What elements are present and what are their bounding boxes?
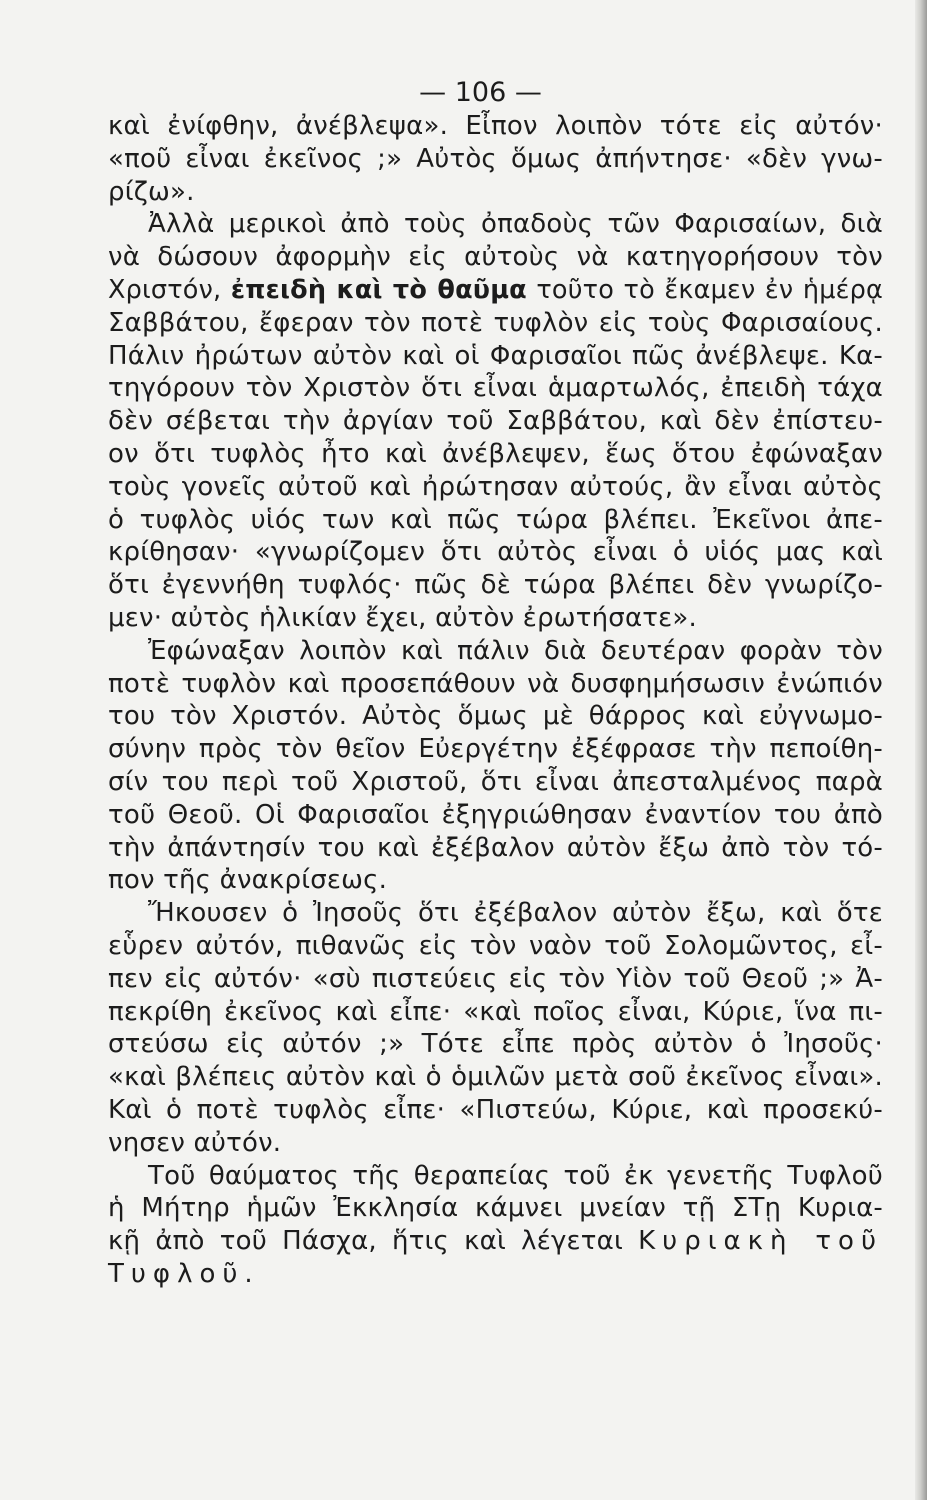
text-line: πεν εἰς αὐτόν· «σὺ πιστεύεις εἰς τὸν Υἱὸν τοῦ Θεοῦ ;» Ἀ- xyxy=(108,963,883,994)
text-line: νησεν αὐτόν. xyxy=(108,1127,282,1158)
text-line: νὰ δώσουν ἀφορμὴν εἰς αὐτοὺς νὰ κατηγορήσουν τὸν xyxy=(108,242,883,273)
text-line: σύνην πρὸς τὸν θεῖον Εὐεργέτην ἐξέφρασε τὴν πεποίθη- xyxy=(108,734,883,765)
text-line: καὶ ἐνίφθην, ἀνέβλεψα». Εἶπον λοιπὸν τότε εἰς αὐτόν· xyxy=(108,111,883,141)
text-line: εὗρεν αὐτόν, πιθανῶς εἰς τὸν ναὸν τοῦ Σολομῶντος, εἶ- xyxy=(108,930,883,961)
page-number: — 106 — xyxy=(419,77,542,108)
text-line: «ποῦ εἶναι ἐκεῖνος ;» Αὐτὸς ὅμως ἀπήντησε· «δὲν γνω- xyxy=(108,143,883,174)
text-line: Ἐφώναξαν λοιπὸν καὶ πάλιν διὰ δευτέραν φορὰν τὸν xyxy=(148,635,883,666)
text-line: ὁ τυφλὸς υἱός των καὶ πῶς τώρα βλέπει. Ἐκεῖνοι ἀπε- xyxy=(108,504,883,535)
text-line: Καὶ ὁ ποτὲ τυφλὸς εἶπε· «Πιστεύω, Κύριε, καὶ προσεκύ- xyxy=(108,1094,883,1125)
text-line xyxy=(108,1258,883,1291)
text-line: στεύσω εἰς αὐτόν ;» Τότε εἶπε πρὸς αὐτὸν ὁ Ἰησοῦς· xyxy=(108,1029,883,1060)
text-line: κρίθησαν· «γνωρίζομεν ὅτι αὐτὸς εἶναι ὁ υἱός μας καὶ xyxy=(108,537,883,568)
spaced-text-segment: Κυριακὴ τοῦ xyxy=(638,1226,883,1257)
text-segment: Χριστόν, xyxy=(108,274,231,305)
text-line: Σαββάτου, ἔφεραν τὸν ποτὲ τυφλὸν εἰς τοὺς Φαρισαίους. xyxy=(108,307,883,338)
text-line: τοῦ Θεοῦ. Οἱ Φαρισαῖοι ἐξηγριώθησαν ἐναντίον του ἀπὸ xyxy=(108,799,883,830)
text-line: ρίζω». xyxy=(108,176,195,207)
text-line: δὲν σέβεται τὴν ἀργίαν τοῦ Σαββάτου, καὶ δὲν ἐπίστευ- xyxy=(108,406,883,437)
text-line xyxy=(108,1225,883,1258)
text-line: σίν του περὶ τοῦ Χριστοῦ, ὅτι εἶναι ἀπεσταλμένος παρὰ xyxy=(108,766,883,797)
text-line: μεν· αὐτὸς ἡλικίαν ἔχει, αὐτὸν ἐρωτήσατε». xyxy=(108,602,697,633)
text-line: Πάλιν ἠρώτων αὐτὸν καὶ οἱ Φαρισαῖοι πῶς ἀνέβλεψε. Κα- xyxy=(108,340,883,371)
text-line: Ἤκουσεν ὁ Ἰησοῦς ὅτι ἐξέβαλον αὐτὸν ἔξω, καὶ ὅτε xyxy=(148,898,883,929)
text-line: τηγόρουν τὸν Χριστὸν ὅτι εἶναι ἁμαρτωλός, ἐπειδὴ τάχα xyxy=(108,373,883,404)
text-line: πεκρίθη ἐκεῖνος καὶ εἶπε· «καὶ ποῖος εἶναι, Κύριε, ἵνα πι- xyxy=(108,996,883,1027)
spaced-text-segment: Τυφλοῦ. xyxy=(108,1258,260,1289)
bold-text-segment: ἐπειδὴ καὶ τὸ θαῦμα xyxy=(230,274,527,305)
text-line: Ἀλλὰ μερικοὶ ἀπὸ τοὺς ὀπαδοὺς τῶν Φαρισαίων, διὰ xyxy=(148,209,883,240)
text-line: ον ὅτι τυφλὸς ἦτο καὶ ἀνέβλεψεν, ἕως ὅτου ἐφώναξαν xyxy=(108,438,883,469)
book-spine-edge xyxy=(915,0,927,1500)
text-line: του τὸν Χριστόν. Αὐτὸς ὅμως μὲ θάρρος καὶ εὐγνωμο- xyxy=(108,701,883,732)
text-line: πον τῆς ἀνακρίσεως. xyxy=(108,865,388,896)
book-page xyxy=(108,76,883,1291)
text-line: ποτὲ τυφλὸν καὶ προσεπάθουν νὰ δυσφημήσωσιν ἐνώπιόν xyxy=(108,668,883,699)
text-line: τοὺς γονεῖς αὐτοῦ καὶ ἠρώτησαν αὐτούς, ἂν εἶναι αὐτὸς xyxy=(108,471,883,502)
text-line xyxy=(108,274,883,307)
text-line: ὅτι ἐγεννήθη τυφλός· πῶς δὲ τώρα βλέπει δὲν γνωρίζο- xyxy=(108,570,883,601)
text-line: Τοῦ θαύματος τῆς θεραπείας τοῦ ἐκ γενετῆς Τυφλοῦ xyxy=(148,1160,883,1191)
page-body-text xyxy=(108,110,883,1291)
text-segment: κῇ ἀπὸ τοῦ Πάσχα, ἥτις καὶ λέγεται xyxy=(108,1226,639,1257)
text-segment: τοῦτο τὸ ἔκαμεν ἐν ἡμέρᾳ xyxy=(526,274,883,305)
text-line: «καὶ βλέπεις αὐτὸν καὶ ὁ ὁμιλῶν μετὰ σοῦ ἐκεῖνος εἶναι». xyxy=(108,1062,883,1093)
text-line: τὴν ἀπάντησίν του καὶ ἐξέβαλον αὐτὸν ἔξω ἀπὸ τὸν τό- xyxy=(108,832,883,863)
text-line: ἡ Μήτηρ ἡμῶν Ἐκκλησία κάμνει μνείαν τῇ ΣΤῃ Κυρια- xyxy=(108,1193,883,1224)
